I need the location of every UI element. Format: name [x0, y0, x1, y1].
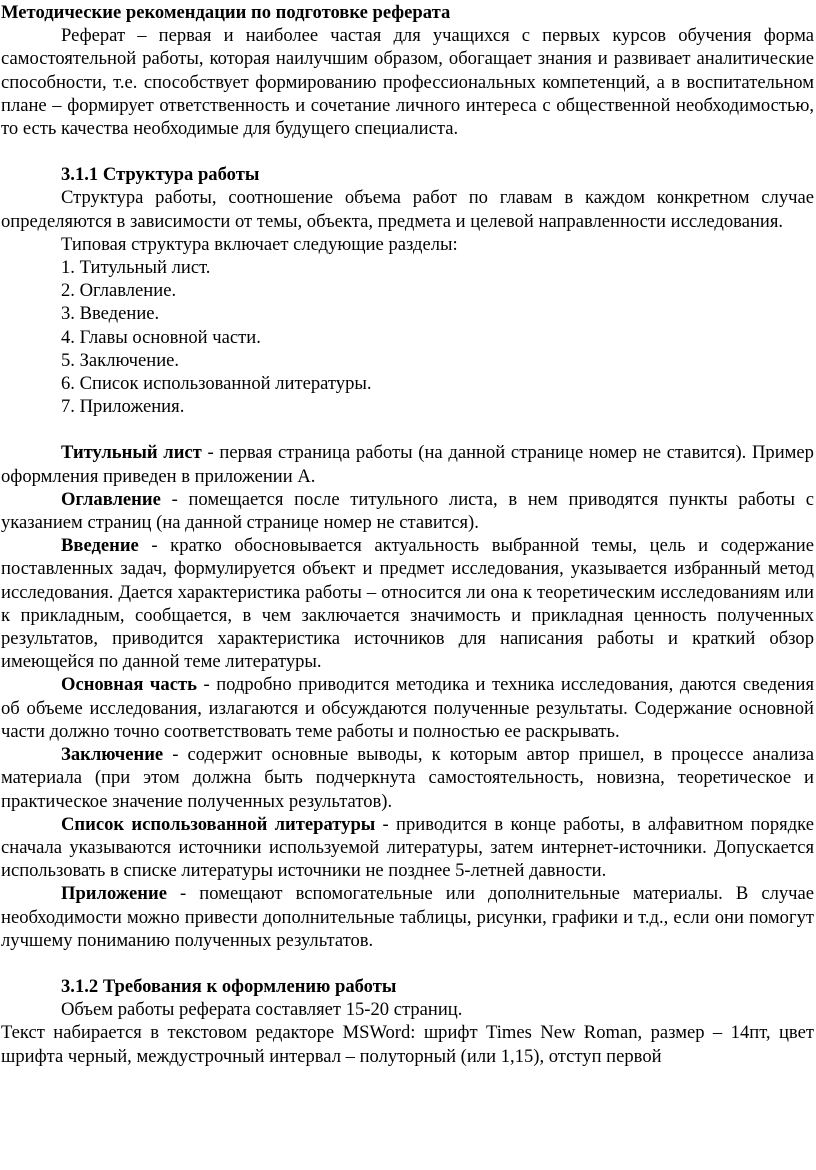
list-item: 2. Оглавление. [61, 280, 177, 302]
definition-term: Введение [61, 535, 139, 557]
definition-term: Основная часть [61, 674, 197, 696]
definition-term: Заключение [61, 744, 164, 766]
definition-term: Оглавление [61, 488, 161, 510]
definition-conclusion [1, 743, 814, 813]
structure-paragraph: Структура работы, соотношение объема работ по главам в каждом конкретном случае определяются в зависимости от темы, объекта, предмета и целевой направленности исследования. [1, 187, 814, 232]
list-item: 4. Главы основной части. [61, 326, 261, 348]
list-item: 7. Приложения. [61, 396, 185, 418]
list-item: 1. Титульный лист. [61, 257, 211, 279]
definition-main-part [1, 673, 814, 743]
definition-text: - кратко обосновывается актуальность выбранной темы, цель и содержание поставленных задач, формулируется объект и предмет исследования, указывается избранный метод исследования. Дается характеристика работы – относится ли она к теоретическим исследованиям или к прикладным, сообщается, в чем заключается значимость и прикладная ценность полученных результатов, приводится характеристика источников для написания работы и краткий обзор имеющейся по данной теме литературы. [1, 535, 814, 673]
definition-title-page [1, 441, 814, 487]
section-heading-structure: 3.1.1 Структура работы [61, 164, 260, 186]
definition-contents [1, 488, 814, 534]
document-title: Методические рекомендации по подготовке реферата [1, 2, 451, 23]
definition-text: - содержит основные выводы, к которым автор пришел, в процессе анализа материала (при этом должна быть подчеркнута самостоятельность, новизна, теоретическое и практическое значение полученных результатов). [1, 744, 814, 812]
intro-paragraph: Реферат – первая и наиболее частая для учащихся с первых курсов обучения форма самостоятельной работы, которая наилучшим образом, обогащает знания и развивает аналитические способности, т.е. способствует формированию профессиональных компетенций, а в воспитательном плане – формирует ответственность и сочетание личного интереса с общественной необходимостью, то есть качества необходимые для будущего специалиста. [1, 25, 814, 140]
spacer [1, 952, 814, 975]
definition-text: - приводится в конце работы, в алфавитном порядке сначала указываются источники используемой литературы, затем интернет-источники. Допускается использовать в списке литературы источники не позднее 5-летней давности. [1, 813, 814, 882]
list-item: 6. Список использованной литературы. [61, 373, 372, 395]
definition-term: Список использованной литературы [61, 813, 376, 835]
section-heading-formatting: 3.1.2 Требования к оформлению работы [61, 975, 397, 997]
list-item: 5. Заключение. [61, 349, 180, 371]
definition-text: - помещается после титульного листа, в нем приводятся пункты работы с указанием страниц (на данной странице номер не ставится). [1, 488, 814, 534]
spacer [1, 140, 814, 163]
volume-paragraph: Объем работы реферата составляет 15-20 страниц. [61, 999, 463, 1021]
formatting-paragraph: Текст набирается в текстовом редакторе MSWord: шрифт Times New Roman, размер – 14пт, цвет шрифта черный, междустрочный интервал – полуторный (или 1,15), отступ первой [1, 1022, 814, 1067]
definition-term: Титульный лист [61, 442, 202, 464]
definition-text: - первая страница работы (на данной странице номер не ставится). Пример оформления приведен в приложении А. [1, 442, 814, 487]
definition-text: - помещают вспомогательные или дополнительные материалы. В случае необходимости можно привести дополнительные таблицы, рисунки, графики и т.д., если они помогут лучшему пониманию полученных результатов. [1, 883, 814, 951]
definition-appendix [1, 882, 814, 952]
spacer [1, 418, 814, 441]
definition-references [1, 813, 814, 883]
list-intro: Типовая структура включает следующие разделы: [61, 233, 458, 255]
list-item: 3. Введение. [61, 303, 160, 325]
definition-term: Приложение [61, 883, 167, 905]
definition-introduction [1, 534, 814, 673]
definition-text: - подробно приводится методика и техника исследования, даются сведения об объеме исследования, излагаются и обсуждаются полученные результаты. Содержание основной части должно точно соответствовать теме работы и полностью ее раскрывать. [1, 674, 814, 742]
